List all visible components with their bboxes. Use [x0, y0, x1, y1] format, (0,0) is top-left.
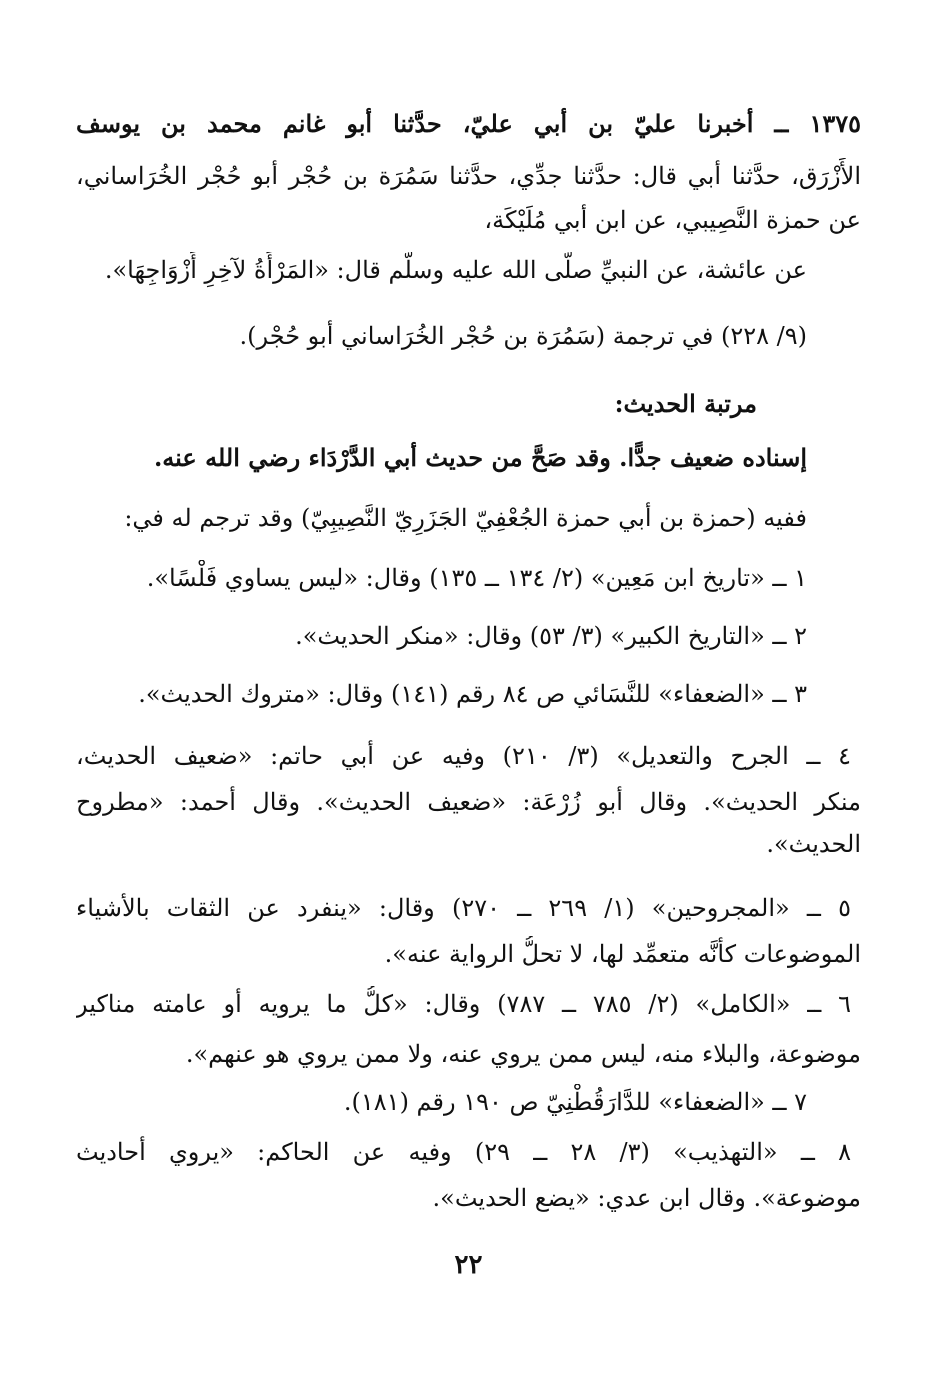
reference-item-4-line-2: منكر الحديث». وقال أبو زُرْعَة: «ضعيف الحديث». وقال أحمد: «مطروح [76, 788, 861, 816]
reference-item-8-line-1: ٨ ــ «التهذيب» (٣/ ٢٨ ــ ٢٩) وفيه عن الحاكم: «يروي أحاديث [76, 1138, 851, 1166]
reference-item-8-line-2: موضوعة». وقال ابن عدي: «يضع الحديث». [432, 1184, 861, 1212]
reference-item-5-line-2: الموضوعات كأنَّه متعمِّد لها، لا تحلُّ الرواية عنه». [384, 940, 861, 968]
reference-item-5-line-1: ٥ ــ «المجروحين» (١/ ٢٦٩ ــ ٢٧٠) وقال: «ينفرد عن الثقات بالأشياء [76, 894, 851, 922]
hadith-source-reference: (٩/ ٢٢٨) في ترجمة (سَمُرَة بن حُجْر الخُرَاساني أبو حُجْر). [239, 322, 807, 350]
reference-item-4-line-1: ٤ ــ الجرح والتعديل» (٣/ ٢١٠) وفيه عن أبي حاتم: «ضعيف الحديث، [76, 742, 851, 770]
reference-item-4-line-3: الحديث». [766, 830, 861, 858]
reference-item-7: ٧ ــ «الضعفاء» للدَّارَقُطْنِيّ ص ١٩٠ رقم (١٨١). [343, 1088, 807, 1116]
hadith-1375-matn: عن عائشة، عن النبيِّ صلَّى الله عليه وسلَّم قال: «المَرْأَةُ لآخِرِ أَزْوَاجِهَا». [104, 256, 807, 284]
reference-item-6-line-1: ٦ ــ «الكامل» (٢/ ٧٨٥ ــ ٧٨٧) وقال: «كلُّ ما يرويه أو عامته مناكير [76, 990, 851, 1018]
section-heading-hadith-grade: مرتبة الحديث: [614, 389, 757, 418]
narrator-intro: ففيه (حمزة بن أبي حمزة الجُعْفِيّ الجَزَرِيّ النَّصِيبِيّ) وقد ترجم له في: [124, 504, 807, 532]
hadith-1375-line-3: عن حمزة النَّصِيبي، عن ابن أبي مُلَيْكَة، [484, 206, 861, 234]
page-number: ٢٢ [454, 1250, 483, 1280]
reference-item-3: ٣ ــ «الضعفاء» للنَّسَائي ص ٨٤ رقم (١٤١) وقال: «متروك الحديث». [138, 680, 807, 708]
reference-item-6-line-2: موضوعة، والبلاء منه، ليس ممن يروي عنه، ولا ممن يروي هو عنهم». [185, 1040, 861, 1068]
hadith-1375-line-2: الأَزْرَق، حدَّثنا أبي قال: حدَّثنا جدِّي، حدَّثنا سَمُرَة بن حُجْر أبو حُجْر الخُرَاساني، [76, 162, 861, 190]
reference-item-1: ١ ــ «تاريخ ابن مَعِين» (٢/ ١٣٤ ــ ١٣٥) وقال: «ليس يساوي فَلْسًا». [146, 564, 807, 592]
reference-item-2: ٢ ــ «التاريخ الكبير» (٣/ ٥٣) وقال: «منكر الحديث». [295, 622, 807, 650]
hadith-1375-line-1: ١٣٧٥ ــ أخبرنا عليّ بن أبي عليّ، حدَّثنا أبو غانم محمد بن يوسف [76, 109, 861, 138]
grade-statement: إسناده ضعيف جدًّا. وقد صَحَّ من حديث أبي الدَّرْدَاء رضي الله عنه. [153, 443, 807, 472]
